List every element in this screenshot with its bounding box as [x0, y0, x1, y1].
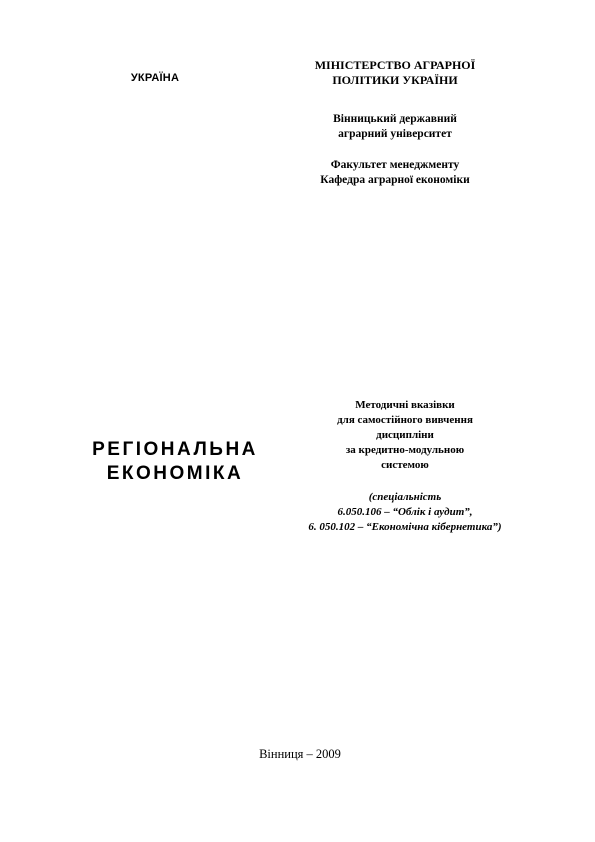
guidelines-description: [290, 398, 520, 473]
document-title: [60, 438, 290, 486]
title-line: ЕКОНОМІКА: [106, 463, 244, 484]
specialty-line: 6.050.106 – “Облік і аудит”,: [337, 506, 473, 518]
guidelines-line: за кредитно-модульною: [345, 444, 465, 456]
university-line: аграрний університет: [338, 128, 452, 140]
department-line: Кафедра аграрної економіки: [320, 174, 470, 186]
ministry-name: [270, 58, 520, 88]
city-year: Вінниця – 2009: [259, 747, 341, 761]
guidelines-line: системою: [381, 459, 429, 471]
title-line: РЕГІОНАЛЬНА: [92, 439, 258, 460]
specialty-line: 6. 050.102 – “Економічна кібернетика”): [308, 521, 502, 533]
faculty-line: Факультет менеджменту: [330, 159, 460, 171]
guidelines-line: Методичні вказівки: [355, 399, 455, 411]
faculty-department: [270, 158, 520, 188]
specialty-info: [260, 490, 550, 535]
country-label: УКРАЇНА: [130, 72, 180, 84]
specialty-line: (спеціальність: [368, 491, 442, 503]
guidelines-line: для самостійного вивчення: [337, 414, 473, 426]
ministry-line: ПОЛІТИКИ УКРАЇНИ: [332, 73, 458, 87]
ministry-line: МІНІСТЕРСТВО АГРАРНОЇ: [314, 58, 476, 72]
university-name: [270, 112, 520, 142]
guidelines-line: дисципліни: [376, 429, 434, 441]
university-line: Вінницький державний: [333, 113, 457, 125]
